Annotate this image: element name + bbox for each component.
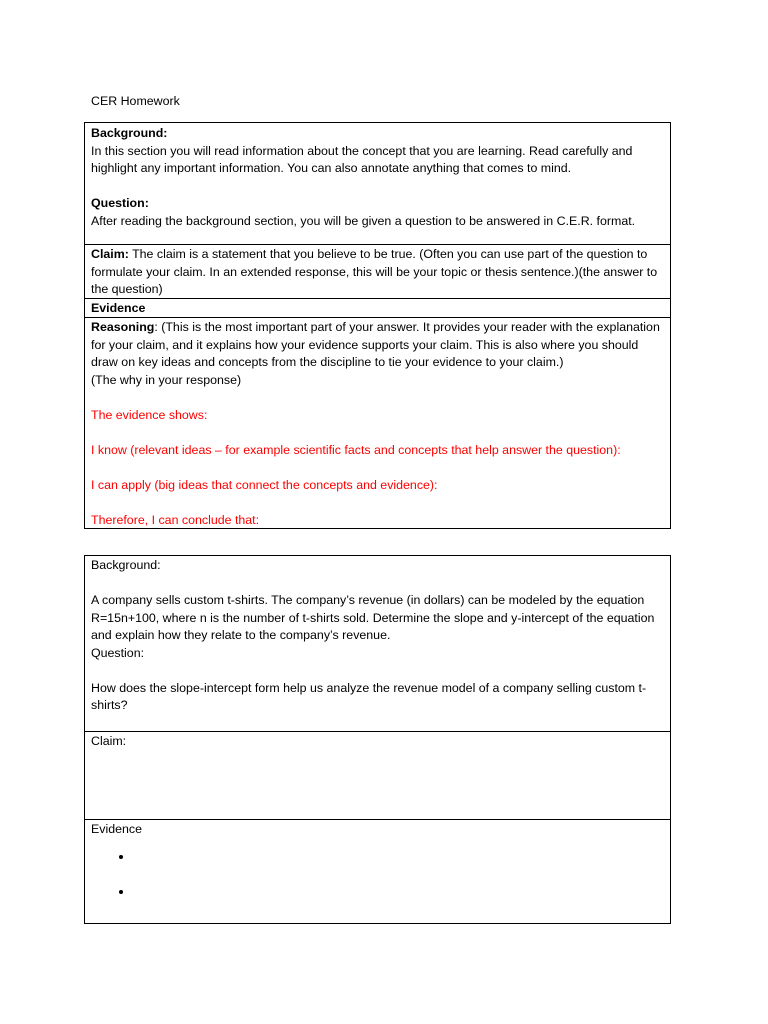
prompt-i-can-apply: I can apply (big ideas that connect the concepts and evidence): — [91, 477, 438, 492]
template-background-label: Background: — [91, 126, 168, 140]
assignment-background-label: Background: — [91, 558, 161, 572]
assignment-question-text: How does the slope-intercept form help us analyze the revenue model of a company selling custom t-shirts? — [91, 680, 647, 712]
template-claim-label: Claim: — [91, 247, 129, 261]
template-question-text: After reading the background section, you will be given a question to be answered in C.E.R. format. — [91, 213, 636, 228]
cer-template-table — [84, 122, 671, 529]
template-claim-cell — [85, 245, 670, 299]
assignment-evidence-label: Evidence — [91, 822, 142, 836]
template-reasoning-cell — [85, 318, 670, 528]
template-background-text: In this section you will read information about the concept that you are learning. Read carefully and highlight any important information. You can also annotate anything that comes to mind. — [91, 143, 633, 175]
document-title: CER Homework — [91, 94, 180, 108]
template-question-label: Question: — [91, 196, 149, 210]
assignment-claim-label: Claim: — [91, 734, 127, 748]
prompt-evidence-shows: The evidence shows: — [91, 407, 208, 422]
assignment-claim-cell[interactable] — [85, 732, 670, 820]
prompt-therefore: Therefore, I can conclude that: — [91, 512, 260, 527]
template-reasoning-label: Reasoning — [91, 320, 155, 334]
template-background-cell — [85, 123, 670, 245]
assignment-background-cell — [85, 556, 670, 732]
assignment-evidence-cell[interactable] — [85, 820, 670, 923]
bullet-point-icon — [119, 890, 123, 894]
template-evidence-cell — [85, 299, 670, 318]
bullet-point-icon — [119, 855, 123, 859]
assignment-background-text: A company sells custom t-shirts. The company’s revenue (in dollars) can be modeled by the equation R=15n+100, where n is the number of t-shirts sold. Determine the slope and y-intercept of the equation and explain how they relate to the company’s revenue. — [91, 593, 655, 642]
cer-assignment-table — [84, 555, 671, 924]
template-claim-text: The claim is a statement that you believe to be true. (Often you can use part of the question to formulate your claim. In an extended response, this will be your topic or thesis sentence.)(the answer to the question) — [91, 247, 658, 296]
template-reasoning-why: (The why in your response) — [91, 372, 242, 387]
template-evidence-label: Evidence — [91, 301, 146, 315]
assignment-question-label: Question: — [91, 645, 145, 660]
template-reasoning-text: : (This is the most important part of your answer. It provides your reader with the explanation for your claim, and it explains how your evidence supports your claim. This is also where you should draw on key ideas and concepts from the discipline to tie your evidence to your claim.) — [91, 320, 660, 369]
prompt-i-know: I know (relevant ideas – for example scientific facts and concepts that help answer the question): — [91, 442, 621, 457]
